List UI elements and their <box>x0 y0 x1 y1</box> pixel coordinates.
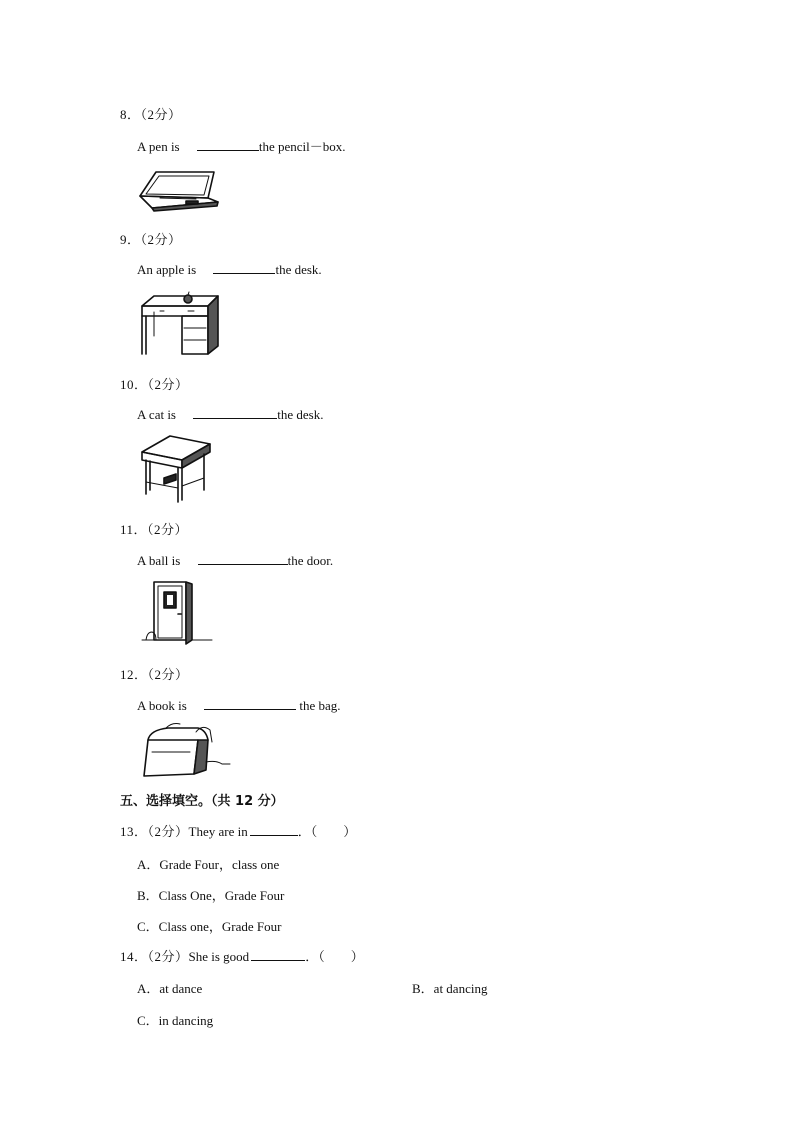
question-14-option-a[interactable]: A．at dance <box>137 981 203 996</box>
question-9-stem <box>137 261 322 278</box>
answer-blank-13[interactable] <box>250 823 298 836</box>
section-five-title: 五、选择填空。（共 12 分） <box>120 794 284 809</box>
question-12-stem <box>137 697 341 714</box>
question-13-option-a[interactable]: A．Grade Four，class one <box>137 857 280 872</box>
question-14-option-b[interactable]: B．at dancing <box>412 981 488 996</box>
question-10-suffix: the desk. <box>277 407 324 422</box>
question-10-number: 10．（2分） <box>120 377 189 392</box>
question-12-prefix: A book is <box>137 698 187 713</box>
answer-blank-12[interactable] <box>204 697 296 710</box>
question-13-stem <box>120 821 356 840</box>
question-14-text: She is good <box>188 949 250 964</box>
question-11-number: 11．（2分） <box>120 522 189 537</box>
answer-blank-14[interactable] <box>251 948 305 961</box>
question-11-suffix: the door. <box>287 553 334 568</box>
question-10-prefix: A cat is <box>137 407 176 422</box>
question-8-prefix: A pen is <box>137 139 180 154</box>
pencil-box-icon <box>138 168 220 212</box>
question-13-bracket: ．（ ） <box>297 824 357 839</box>
question-11-stem <box>137 552 333 569</box>
question-8-stem <box>137 136 346 155</box>
question-13-number: 13．（2分） <box>120 824 189 839</box>
question-8-suffix: the pencil－box. <box>258 139 346 154</box>
question-8-number: 8．（2分） <box>120 107 182 122</box>
question-14-number: 14．（2分） <box>120 949 189 964</box>
question-9-prefix: An apple is <box>137 262 197 277</box>
answer-blank-10[interactable] <box>193 406 277 419</box>
question-9-suffix: the desk. <box>275 262 322 277</box>
question-11-prefix: A ball is <box>137 553 181 568</box>
question-14-option-c[interactable]: C．in dancing <box>137 1013 214 1028</box>
question-13-text: They are in <box>188 824 248 839</box>
answer-blank-8[interactable] <box>197 138 259 151</box>
question-13-option-b[interactable]: B．Class One，Grade Four <box>137 888 285 903</box>
question-12-suffix: the bag. <box>299 698 341 713</box>
question-14-stem <box>120 946 364 965</box>
desk-with-apple-icon <box>138 292 222 358</box>
desk-icon <box>140 434 214 504</box>
question-14-bracket: ．（ ） <box>305 949 364 964</box>
question-12-number: 12．（2分） <box>120 667 189 682</box>
door-icon <box>138 578 216 648</box>
answer-blank-11[interactable] <box>198 552 288 565</box>
question-10-stem <box>137 406 323 423</box>
bag-icon <box>138 722 232 780</box>
question-13-option-c[interactable]: C．Class one，Grade Four <box>137 919 282 934</box>
question-9-number: 9．（2分） <box>120 232 182 247</box>
answer-blank-9[interactable] <box>213 261 275 274</box>
